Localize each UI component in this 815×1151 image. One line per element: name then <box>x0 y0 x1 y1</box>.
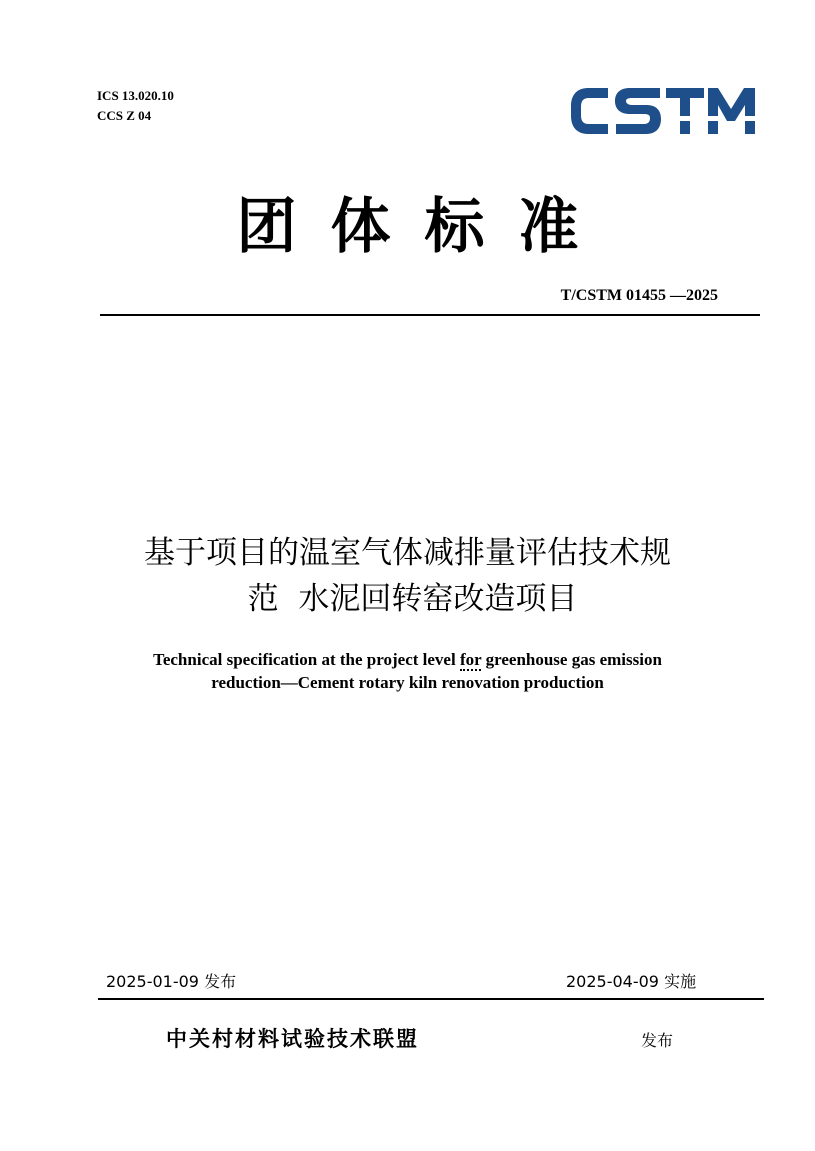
cstm-logo <box>568 82 758 140</box>
english-title-line1 <box>0 648 815 671</box>
publish-label: 发布 <box>641 1031 674 1050</box>
english-title <box>0 648 815 694</box>
english-title-line1-start: Technical specification at the project level <box>153 650 460 669</box>
standard-number: T/CSTM 01455 —2025 <box>560 287 718 304</box>
ccs-code: CCS Z 04 <box>97 108 152 123</box>
classification-codes <box>97 86 174 126</box>
english-title-dotted-word: for <box>459 650 482 669</box>
header-divider <box>100 314 760 316</box>
release-date: 2025-01-09 发布 <box>106 972 237 991</box>
ics-code: ICS 13.020.10 <box>97 88 174 103</box>
english-title-line1-end: greenhouse gas emission <box>481 650 662 669</box>
implementation-date: 2025-04-09 实施 <box>566 972 697 991</box>
chinese-title-line2: 范 水泥回转窑改造项目 <box>247 581 578 617</box>
english-title-line2: reduction—Cement rotary kiln renovation production <box>211 673 604 692</box>
standard-type-title: 团体标准 <box>236 192 613 262</box>
publisher-name: 中关村材料试验技术联盟 <box>166 1027 419 1051</box>
chinese-title-line1: 基于项目的温室气体减排量评估技术规 <box>144 535 671 571</box>
chinese-title <box>0 530 815 622</box>
footer-divider <box>98 998 764 1000</box>
